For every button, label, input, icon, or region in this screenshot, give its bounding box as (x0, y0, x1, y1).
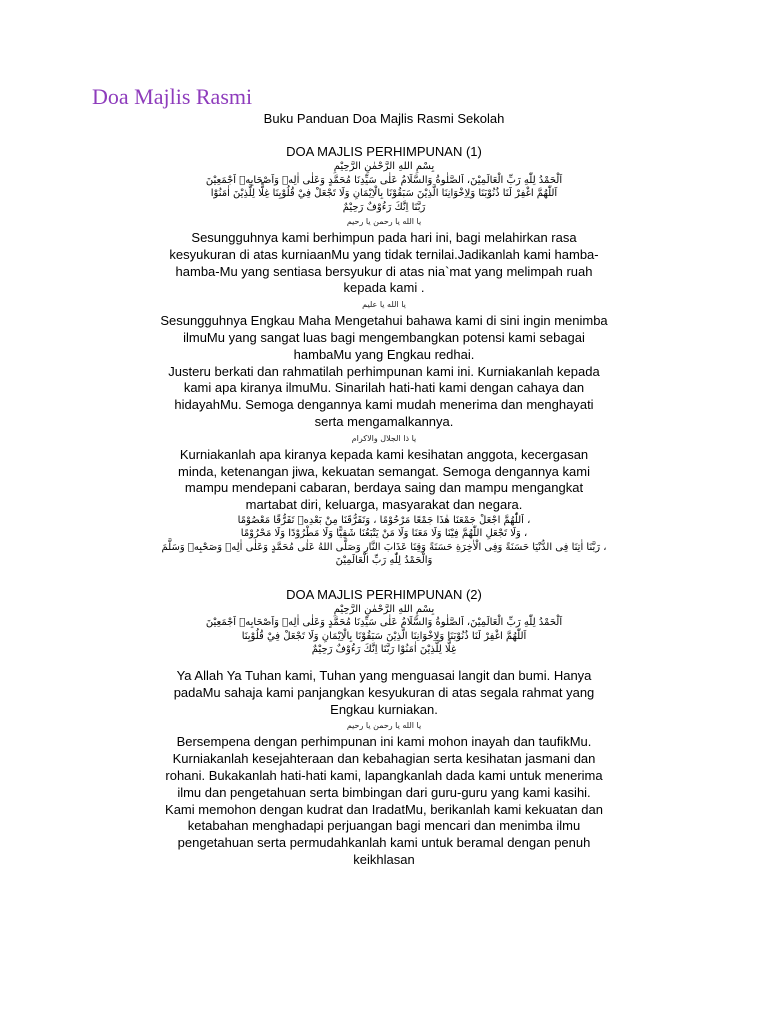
document-content (160, 111, 608, 869)
arabic-invocation: يا الله يا رحمن يا رحيم (346, 217, 422, 226)
prayer-paragraph: Kurniakanlah apa kiranya kepada kami kesihatan anggota, kecergasan minda, ketenangan jiwa, kekuatan semangat. Semoga dengannya kami mampu mendepani cabaran, berdaya saing dan mampu mengangkat martabat diri, keluarga, masyarakat dan negara. (178, 446, 590, 513)
prayer-paragraph: Ya Allah Ya Tuhan kami, Tuhan yang menguasai langit dan bumi. Hanya padaMu sahaja kami panjangkan kesyukuran di atas segala rahmat yang Engkau kurniakan. (173, 667, 595, 717)
document-title: Doa Majlis Rasmi (92, 84, 253, 109)
arabic-closing-line: وَالْحَمْدُ لِلّٰهِ رَبِّ الْعَالَمِيْنَ (335, 555, 433, 567)
section-perhimpunan-2 (160, 587, 608, 869)
arabic-invocation: يا الله يا رحمن يا رحيم (346, 721, 422, 731)
arabic-opening-line: اَلْحَمْدُ لِلّٰهِ رَبِّ الْعَالَمِيْنَ، اَلصَّلٰوةُ وَالسَّلَامُ عَلٰى سَيِّدِنَا مُحَمَّدٍ وَعَلٰى اٰلِهٖ وَاَصْحَابِهٖ اَجْمَعِيْنَ (205, 617, 563, 629)
section-heading: DOA MAJLIS PERHIMPUNAN (1) (286, 144, 482, 159)
spacer (160, 657, 608, 668)
arabic-invocation: يا ذا الجلال والاكرام (351, 433, 417, 443)
arabic-closing-line: ، رَبَّنَا اٰتِنَا فِى الدُّنْيَا حَسَنَةً وَفِى الْاٰخِرَةِ حَسَنَةً وَقِنَا عَذَابَ النَّارِ وَصَلَّى اللهُ عَلٰى مُحَمَّدٍ وَعَلٰى اٰلِهٖ وَصَحْبِهٖ وَسَلَّمَ (161, 541, 607, 553)
arabic-opening-line: اَللّٰهُمَّ اغْفِرْ لَنَا ذُنُوْبَنَا وَلِاِخْوَانِنَا الَّذِيْنَ سَبَقُوْنَا بِالْاِيْمَانِ وَلَا تَجْعَلْ فِيْ قُلُوْبِنَا (241, 630, 527, 642)
prayer-paragraph: Sesungguhnya Engkau Maha Mengetahui bahawa kami di sini ingin menimba ilmuMu yang sangat luas bagi mengembangkan potensi kami sebagai hambaMu yang Engkau redhai. (160, 313, 608, 362)
document-subtitle: Buku Panduan Doa Majlis Rasmi Sekolah (263, 111, 505, 126)
section-perhimpunan-1 (160, 144, 608, 568)
prayer-paragraph: Bersempena dengan perhimpunan ini kami mohon inayah dan taufikMu. Kurniakanlah kesejahteraan dan kebahagian serta kesihatan jasmani dan rohani. Bukakanlah hati-hati kami, lapangkanlah dada kami untuk menerima ilmu dan pengetahuan serta bimbingan dari guru-guru yang kami kasihi. (165, 734, 603, 800)
prayer-paragraph: Sesungguhnya kami berhimpun pada hari ini, bagi melahirkan rasa kesyukuran di atas kurniaanMu yang tidak ternilai.Jadikanlah kami hamba-hamba-Mu yang sentiasa bersyukur di atas nia`mat yang melimpah ruah kepada kami . (169, 230, 599, 296)
section-heading: DOA MAJLIS PERHIMPUNAN (2) (286, 586, 482, 602)
arabic-opening-line: غِلًّا لِلَّذِيْنَ اٰمَنُوْا رَبَّنَا اِنَّكَ رَءُوْفٌ رَحِيْمٌ (311, 644, 457, 656)
prayer-paragraph: Justeru berkati dan rahmatilah perhimpunan kami ini. Kurniakanlah kepada kami apa kiranya ilmuMu. Sinarilah hati-hati kami dengan cahaya dan hidayahMu. Semoga dengannya kami mudah menerima dan menghayati serta mengamalkannya. (168, 363, 600, 429)
arabic-opening-line: اَلْحَمْدُ لِلّٰهِ رَبِّ الْعَالَمِيْنَ، اَلصَّلٰوةُ وَالسَّلَامُ عَلٰى سَيِّدِنَا مُحَمَّدٍ وَعَلٰى اٰلِهٖ وَاَصْحَابِهٖ اَجْمَعِيْنَ (205, 174, 563, 186)
prayer-paragraph: Kami memohon dengan kudrat dan IradatMu, berikanlah kami kekuatan dan ketabahan menghadapi perjuangan bagi mencari dan menimba ilmu pengetahuan serta permudahkanlah kami untuk beramal dengan penuh keikhlasan (165, 801, 603, 867)
section-spacer (160, 568, 608, 587)
arabic-invocation: يا الله يا عليم (362, 300, 406, 310)
arabic-basmalah: بِسْمِ اللهِ الرَّحْمٰنِ الرَّحِيْمِ (333, 603, 435, 615)
arabic-opening-line: اَللّٰهُمَّ اغْفِرْ لَنَا ذُنُوْبَنَا وَلِاِخْوَانِنَا الَّذِيْنَ سَبَقُوْنَا بِالْاِيْمَانِ وَلَا تَجْعَلْ فِيْ قُلُوْبِنَا غِلًّا لِلَّذِيْنَ اٰمَنُوْا (210, 188, 558, 199)
arabic-closing-line: ، وَلَا تَجْعَلِ اللّٰهُمَّ فِيْنَا وَلَا مَعَنَا وَلَا مَنْ يَتْبَعُنَا شَقِيًّا وَلَا مَطْرُوْدًا وَلَا مَحْرُوْمًا (240, 528, 528, 540)
arabic-basmalah: بِسْمِ اللهِ الرَّحْمٰنِ الرَّحِيْمِ (333, 161, 435, 172)
arabic-closing-line: ، اَللّٰهُمَّ اجْعَلْ جَمْعَنَا هٰذَا جَمْعًا مَرْحُوْمًا ، وَتَفَرُّقَنَا مِنْ بَعْدِهٖ تَفَرُّقًا مَعْصُوْمًا (237, 514, 531, 526)
arabic-opening-line: رَبَّنَا اِنَّكَ رَءُوْفٌ رَحِيْمٌ (342, 201, 426, 213)
